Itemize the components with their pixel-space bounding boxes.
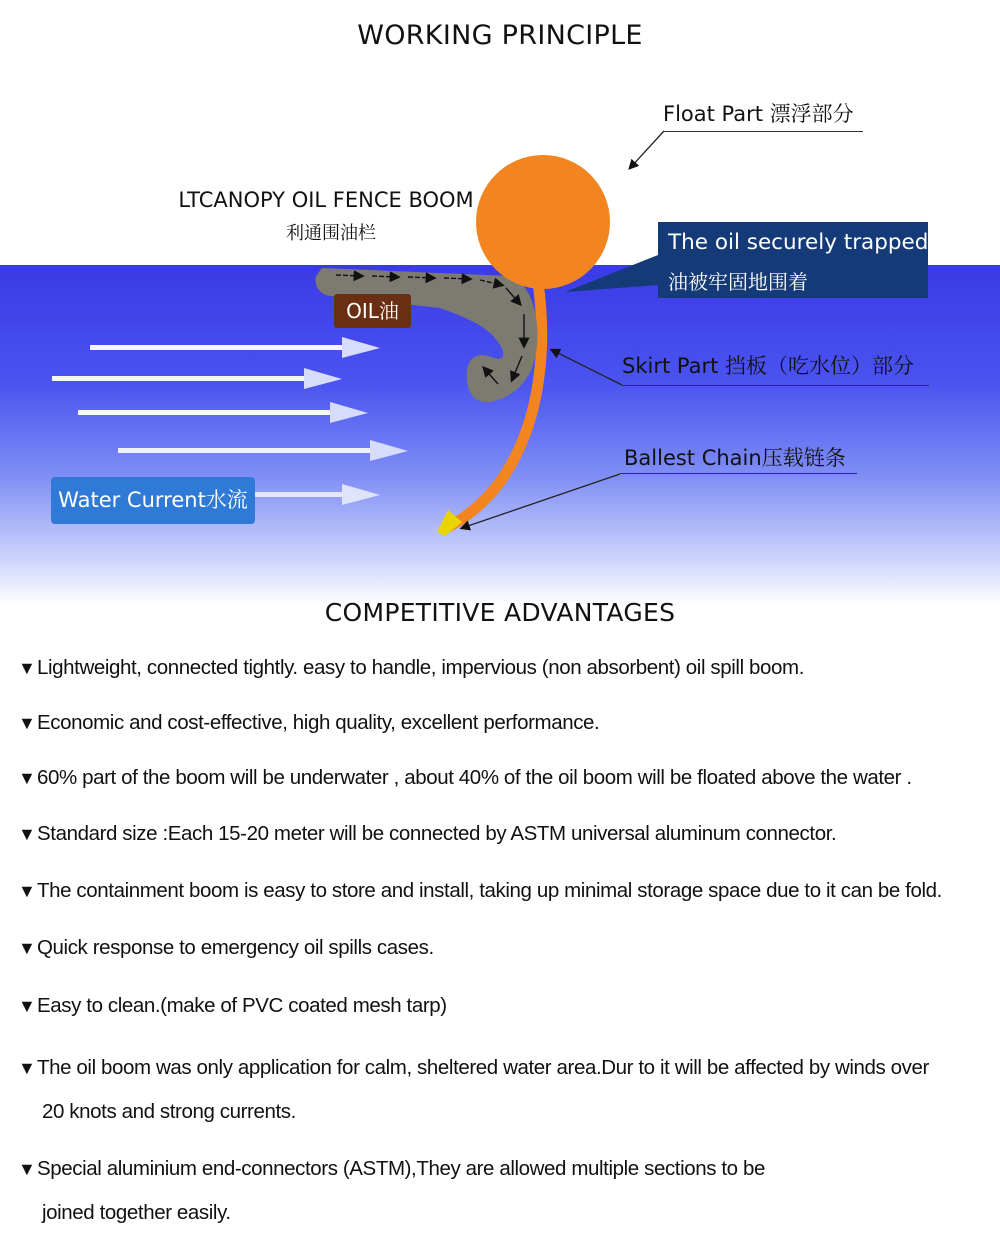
- advantage-item: [18, 869, 998, 913]
- current-arrow: [78, 402, 368, 423]
- bullet-triangle-icon: ▼: [18, 881, 36, 901]
- advantage-text-continued: 20 knots and strong currents.: [42, 1100, 296, 1123]
- advantage-text-continued: joined together easily.: [42, 1201, 231, 1224]
- advantage-item: [18, 756, 998, 800]
- bullet-triangle-icon: ▼: [18, 768, 36, 788]
- bullet-triangle-icon: ▼: [18, 824, 36, 844]
- product-name-cn: 利通围油栏: [286, 223, 376, 244]
- ballast-chain-label: Ballest Chain压载链条: [624, 446, 846, 470]
- advantage-item: [18, 1147, 998, 1234]
- float-part-label: Float Part 漂浮部分: [663, 102, 854, 126]
- skirt-part-label: Skirt Part 挡板（吃水位）部分: [622, 354, 914, 378]
- trapped-callout-box: [658, 222, 928, 298]
- advantage-text: The containment boom is easy to store and install, taking up minimal storage space due to it can be fold.: [37, 879, 942, 902]
- oil-label: OIL油: [334, 294, 411, 328]
- trapped-callout-line2: 油被牢固地围着: [668, 270, 808, 294]
- advantage-text: 60% part of the boom will be underwater , about 40% of the oil boom will be floated above the water .: [37, 766, 912, 789]
- advantage-text: Special aluminium end-connectors (ASTM),They are allowed multiple sections to be: [37, 1157, 765, 1180]
- advantages-title: COMPETITIVE ADVANTAGES: [324, 598, 676, 627]
- advantage-item: [18, 701, 998, 745]
- water-current-label: Water Current水流: [51, 477, 255, 524]
- trapped-callout-line1: The oil securely trapped: [668, 230, 929, 255]
- chain-label-underline: [620, 473, 857, 474]
- float-label-underline: [664, 131, 863, 132]
- advantage-text: Quick response to emergency oil spills cases.: [37, 936, 434, 959]
- float-pointer-line: [630, 131, 664, 168]
- bullet-triangle-icon: ▼: [18, 938, 36, 958]
- advantage-text: Lightweight, connected tightly. easy to handle, impervious (non absorbent) oil spill boom.: [37, 656, 804, 679]
- page-title: WORKING PRINCIPLE: [357, 20, 643, 51]
- advantage-item: [18, 646, 998, 690]
- bullet-triangle-icon: ▼: [18, 1058, 36, 1078]
- oil-slick: [316, 268, 538, 402]
- skirt-label-underline: [622, 385, 929, 386]
- advantage-item: [18, 984, 998, 1028]
- skirt-pointer-line: [552, 350, 622, 385]
- bullet-triangle-icon: ▼: [18, 713, 36, 733]
- advantage-text: Economic and cost-effective, high quality, excellent performance.: [37, 711, 600, 734]
- bullet-triangle-icon: ▼: [18, 658, 36, 678]
- current-arrow: [118, 440, 408, 461]
- advantage-text: Easy to clean.(make of PVC coated mesh tarp): [37, 994, 447, 1017]
- advantage-text: The oil boom was only application for calm, sheltered water area.Dur to it will be affected by winds over: [37, 1056, 929, 1079]
- bullet-triangle-icon: ▼: [18, 1159, 36, 1179]
- product-name: LTCANOPY OIL FENCE BOOM: [178, 188, 474, 212]
- current-arrow: [52, 368, 342, 389]
- current-arrow: [90, 337, 380, 358]
- advantage-text: Standard size :Each 15-20 meter will be connected by ASTM universal aluminum connector.: [37, 822, 837, 845]
- float-part: [476, 155, 610, 289]
- advantage-item: [18, 812, 998, 856]
- ballast-chain: [437, 510, 462, 536]
- advantage-item: [18, 1046, 998, 1133]
- advantage-item: [18, 926, 998, 970]
- bullet-triangle-icon: ▼: [18, 996, 36, 1016]
